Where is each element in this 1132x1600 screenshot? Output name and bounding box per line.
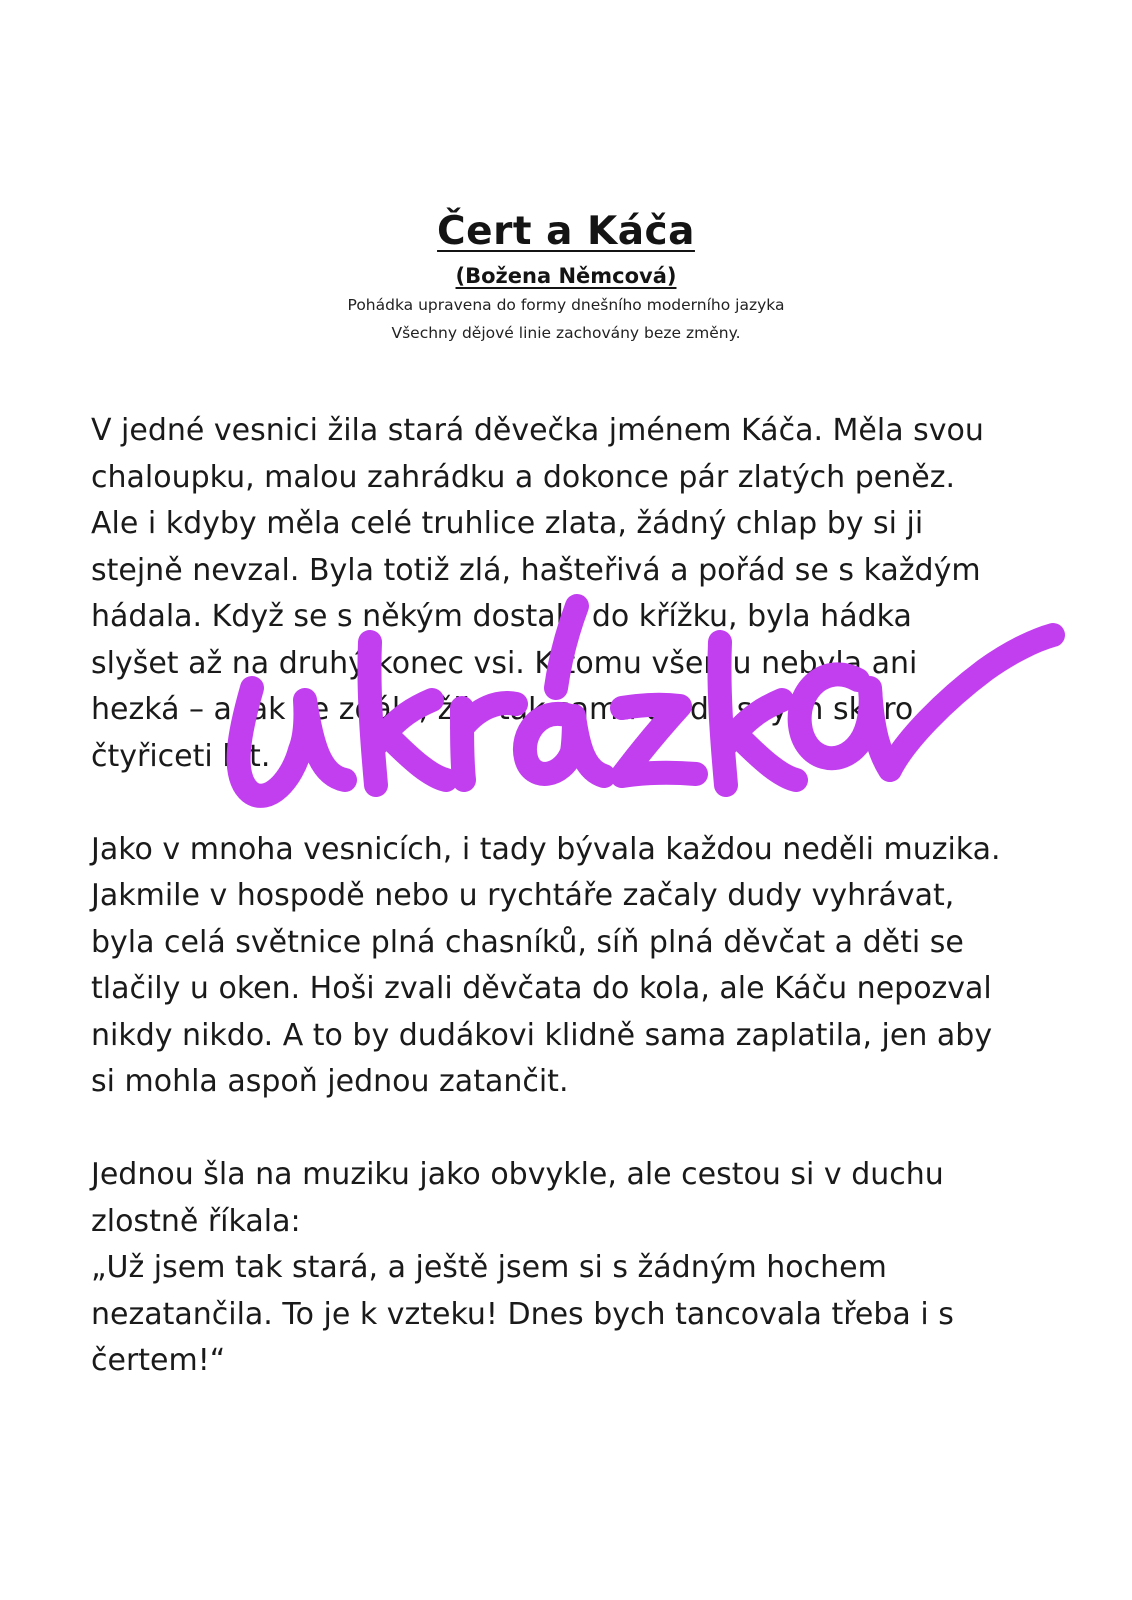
text-line: si mohla aspoň jednou zatančit.: [91, 1064, 569, 1099]
text-line: nezatančila. To je k vzteku! Dnes bych tancovala třeba i s: [91, 1296, 954, 1332]
text-line: hezká – a jak se zdálo, žila tak sama až do svých skoro: [91, 692, 914, 727]
text-line: slyšet až na druhý konec vsi. K tomu všemu nebyla ani: [91, 645, 918, 681]
text-line: „Už jsem tak stará, a ještě jsem si s žádným hochem: [91, 1250, 887, 1285]
text-line: čtyřiceti let.: [91, 738, 271, 774]
paragraph-2: [91, 827, 1091, 1106]
story-text: [91, 408, 1091, 1431]
text-line: stejně nevzal. Byla totiž zlá, hašteřivá a pořád se s každým: [91, 552, 981, 588]
paragraph-1: [91, 408, 1091, 780]
text-line: chaloupku, malou zahrádku a dokonce pár zlatých peněz.: [91, 459, 955, 495]
document-author: (Božena Němcová): [455, 264, 677, 288]
text-line: zlostně říkala:: [91, 1203, 301, 1239]
document-title: Čert a Káča: [437, 209, 695, 254]
document-header: [0, 208, 1132, 346]
adaptation-note-line-1: Pohádka upravena do formy dnešního moderního jazyka: [347, 296, 785, 314]
text-line: byla celá světnice plná chasníků, síň plná děvčat a děti se: [91, 924, 964, 960]
text-line: Jednou šla na muziku jako obvykle, ale cestou si v duchu: [91, 1157, 944, 1192]
paragraph-3: [91, 1152, 1091, 1385]
text-line: Jako v mnoha vesnicích, i tady bývala každou neděli muzika.: [91, 831, 1001, 867]
text-line: nikdy nikdo. A to by dudákovi klidně sama zaplatila, jen aby: [91, 1017, 993, 1053]
text-line: V jedné vesnici žila stará děvečka jménem Káča. Měla svou: [91, 413, 984, 448]
text-line: Ale i kdyby měla celé truhlice zlata, žádný chlap by si ji: [91, 506, 924, 541]
text-line: tlačily u oken. Hoši zvali děvčata do kola, ale Káču nepozval: [91, 971, 992, 1006]
adaptation-note-line-2: Všechny dějové linie zachovány beze změny.: [391, 324, 741, 342]
text-line: hádala. Když se s někým dostala do křížku, byla hádka: [91, 599, 912, 634]
text-line: Jakmile v hospodě nebo u rychtáře začaly dudy vyhrávat,: [91, 878, 955, 913]
text-line: čertem!“: [91, 1343, 226, 1378]
